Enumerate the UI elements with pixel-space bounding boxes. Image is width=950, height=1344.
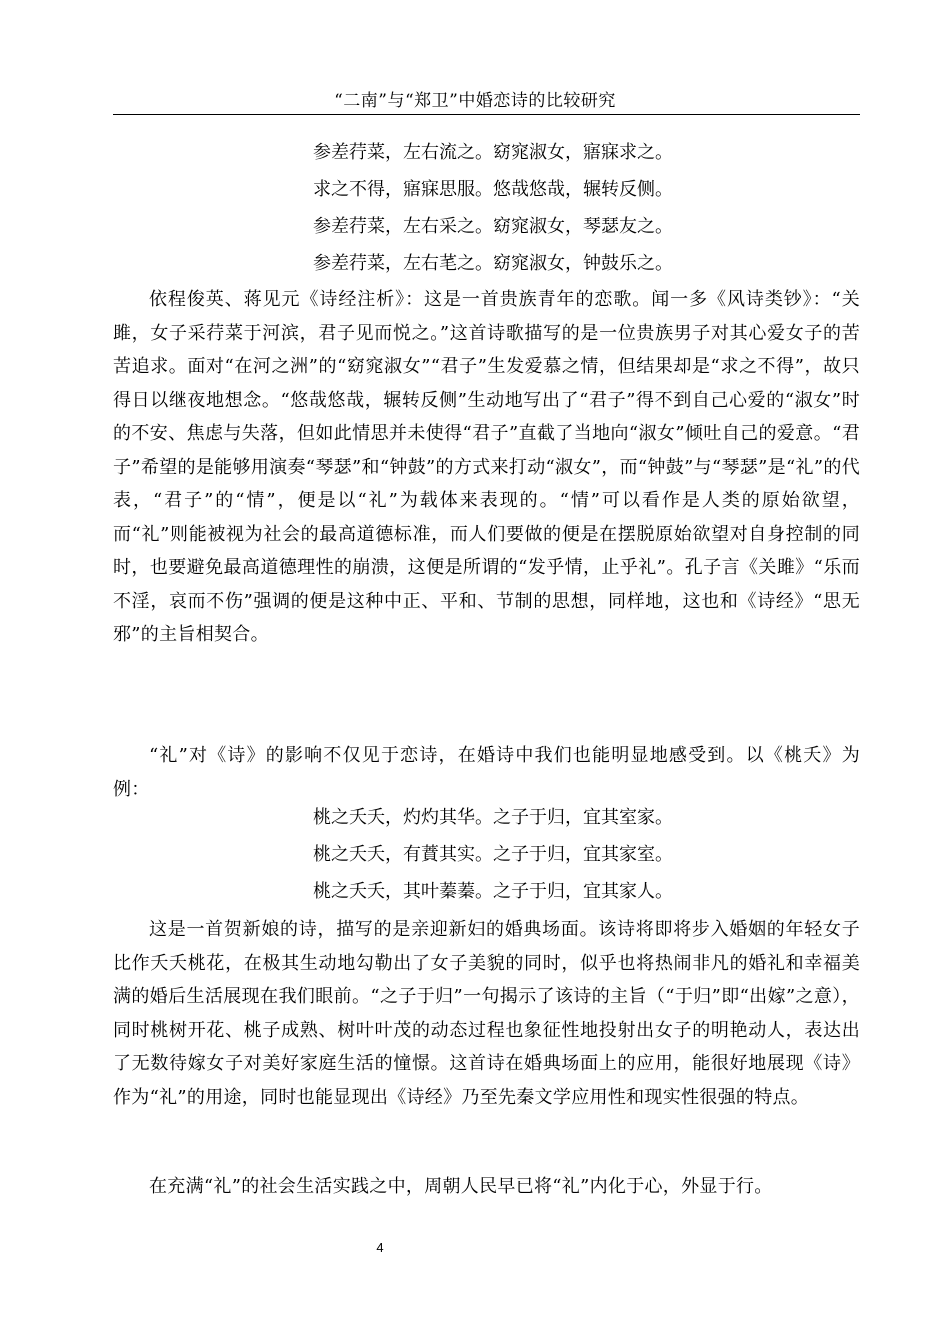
paragraph-conclusion: 在充满“礼”的社会生活实践之中，周朝人民早已将“礼”内化于心，外显于行。 — [149, 1176, 773, 1197]
poem-taoyao — [313, 799, 873, 910]
page-header-title: “二南”与“郑卫”中婚恋诗的比较研究 — [334, 91, 616, 111]
poem-line: 求之不得，寤寐思服。悠哉悠哉，辗转反侧。 — [313, 179, 673, 200]
poem-line: 参差荇菜，左右芼之。窈窕淑女，钟鼓乐之。 — [313, 253, 673, 274]
poem-guanju-excerpt — [313, 134, 873, 282]
poem-line: 参差荇菜，左右流之。窈窕淑女，寤寐求之。 — [313, 142, 673, 163]
paragraph-guanju-analysis: 依程俊英、蒋见元《诗经注析》：这是一首贵族青年的恋歌。闻一多《风诗类钞》：“关雎，女子采荇菜于河滨，君子见而悦之。”这首诗歌描写的是一位贵族男子对其心爱女子的苦苦追求。面对“在河之洲”的“窈窕淑女”“君子”生发爱慕之情，但结果却是“求之不得”，故只得日以继夜地想念。“悠哉悠哉，辗转反侧”生动地写出了“君子”得不到自己心爱的“淑女”时的不安、焦虑与失落，但如此情思并未使得“君子”直截了当地向“淑女”倾吐自己的爱意。“君子”希望的是能够用演奏“琴瑟”和“钟鼓”的方式来打动“淑女”，而“钟鼓”与“琴瑟”是“礼”的代表，“君子”的“情”，便是以“礼”为载体来表现的。“情”可以看作是人类的原始欲望，而“礼”则能被视为社会的最高道德标准，而人们要做的便是在摆脱原始欲望对自身控制的同时，也要避免最高道德理性的崩溃，这便是所谓的“发乎情，止乎礼”。孔子言《关雎》“乐而不淫，哀而不伤”强调的便是这种中正、平和、节制的思想，同样地，这也和《诗经》“思无邪”的主旨相契合。 — [113, 289, 860, 645]
poem-line: 桃之夭夭，有蕡其实。之子于归，宜其家室。 — [313, 844, 673, 865]
poem-line: 桃之夭夭，其叶蓁蓁。之子于归，宜其家人。 — [313, 881, 673, 902]
paragraph-taoyao-analysis: 这是一首贺新娘的诗，描写的是亲迎新妇的婚典场面。该诗将即将步入婚姻的年轻女子比作夭夭桃花，在极其生动地勾勒出了女子美貌的同时，似乎也将热闹非凡的婚礼和幸福美满的婚后生活展现在我们眼前。“之子于归”一句揭示了该诗的主旨（“于归”即“出嫁”之意），同时桃树开花、桃子成熟、树叶叶茂的动态过程也象征性地投射出女子的明艳动人，表达出了无数待嫁女子对美好家庭生活的憧憬。这首诗在婚典场面上的应用，能很好地展现《诗》作为“礼”的用途，同时也能显现出《诗经》乃至先秦文学应用性和现实性很强的特点。 — [113, 919, 860, 1108]
paragraph-marriage-intro: “礼”对《诗》的影响不仅见于恋诗，在婚诗中我们也能明显地感受到。以《桃夭》为例： — [113, 745, 860, 800]
poem-line: 桃之夭夭，灼灼其华。之子于归，宜其室家。 — [313, 807, 673, 828]
header-rule — [113, 114, 860, 115]
poem-line: 参差荇菜，左右采之。窈窕淑女，琴瑟友之。 — [313, 216, 673, 237]
page-number: 4 — [376, 1240, 384, 1255]
